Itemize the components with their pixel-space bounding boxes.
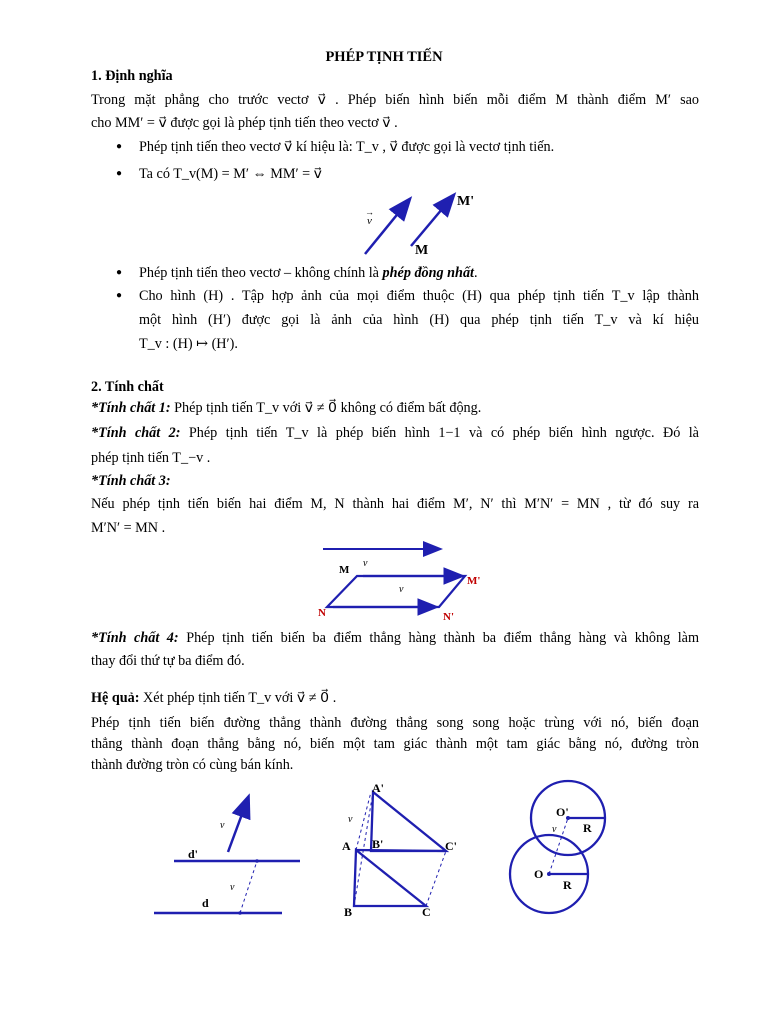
fig3-d-label: d: [202, 896, 209, 910]
fig5-oprime-label: O': [556, 805, 569, 819]
dashed-connector: [240, 861, 257, 913]
property-3-heading: *Tính chất 3:: [91, 473, 171, 489]
fig2-m-label: M: [339, 564, 350, 576]
bullet-icon: ●: [116, 267, 123, 278]
point-on-d: [238, 911, 242, 915]
fig2-n-label: N: [318, 607, 326, 619]
triangle-abc: [354, 850, 426, 906]
center-o: [547, 872, 551, 876]
segment-ac-prime: [356, 850, 446, 851]
fig1-mprime-label: M': [457, 194, 475, 209]
property-2-line-2: phép tịnh tiến T_−v .: [91, 450, 211, 466]
bullet-notation: Phép tịnh tiến theo vectơ v⃗ kí hiệu là: T_v , v⃗ được gọi là vectơ tịnh tiến.: [139, 139, 555, 155]
corollary-line-3: thành đường tròn có cùng bán kính.: [91, 757, 294, 773]
fig5-r-top-label: R: [583, 821, 592, 835]
figure-triangles: [336, 780, 466, 920]
bullet-icon: ●: [116, 290, 123, 301]
figure-circles: [500, 770, 620, 925]
fig1-v-overarrow: →: [365, 207, 374, 217]
property-2-line-1: *Tính chất 2: Phép tịnh tiến T_v là phép biến hình 1−1 và có phép biến hình ngược. Đó là: [91, 425, 699, 441]
property-4-line-1: *Tính chất 4: Phép tịnh tiến biến ba điểm thẳng hàng thành ba điểm thẳng hàng và không làm: [91, 630, 700, 646]
fig5-o-label: O: [534, 867, 544, 881]
fig1-m-label: M: [415, 243, 429, 258]
fig4-cprime-label: C': [445, 839, 457, 853]
figure-parallelogram: [315, 540, 490, 625]
fig3-dprime-label: d': [188, 847, 199, 861]
fig2-nprime-label: N': [443, 611, 454, 623]
fig4-b-label: B: [344, 905, 353, 919]
image-of-figure-line-3: T_v : (H) ↦ (H′).: [139, 336, 238, 352]
dashed-connector: [356, 792, 371, 850]
vector-mm-arrow: [411, 196, 453, 246]
point-on-d-prime: [255, 859, 259, 863]
page-title: PHÉP TỊNH TIẾN: [325, 49, 443, 65]
property-4-line-2: thay đổi thứ tự ba điểm đó.: [91, 653, 245, 669]
fig2-v-mid-label: v: [399, 584, 404, 595]
bullet-icon: ●: [116, 168, 123, 179]
property-1: *Tính chất 1: Phép tịnh tiến T_v với v⃗ ≠ 0⃗ không có điểm bất động.: [91, 400, 482, 416]
fig2-mprime-label: M': [467, 575, 481, 587]
fig4-v-label: v: [348, 814, 353, 825]
corollary-line-1: Phép tịnh tiến biến đường thẳng thành đường thẳng song song hoặc trùng với nó, biến đoạn: [91, 715, 699, 731]
figure-vector-translation: [355, 188, 495, 260]
bullet-identity: Phép tịnh tiến theo vectơ – không chính là phép đồng nhất.: [139, 265, 478, 281]
property-3-line-2: M′N′ = MN .: [91, 520, 166, 536]
definition-line-2: cho MM′ = v⃗ được gọi là phép tịnh tiến theo vectơ v⃗ .: [91, 115, 398, 131]
fig1-v-label: v: [367, 215, 372, 227]
section2-heading: 2. Tính chất: [91, 379, 164, 395]
fig4-aprime-label: A': [372, 781, 384, 795]
dashed-connector: [426, 851, 446, 906]
image-of-figure-line-1: Cho hình (H) . Tập hợp ảnh của mọi điểm thuộc (H) qua phép tịnh tiến T_v lập thành: [139, 288, 699, 304]
figure-parallel-lines: [150, 790, 300, 920]
parallelogram-shape: [327, 576, 465, 607]
bullet-equivalence: Ta có T_v(M) = M′ ⇔ MM′ = v⃗: [139, 166, 323, 182]
fig4-bprime-label: B': [372, 837, 384, 851]
fig3-v-bot-label: v: [230, 882, 235, 893]
fig3-v-top-label: v: [220, 820, 225, 831]
corollary-heading: Hệ quả: Xét phép tịnh tiến T_v với v⃗ ≠ 0⃗ .: [91, 690, 337, 706]
fig5-r-bot-label: R: [563, 878, 572, 892]
fig5-v-label: v: [552, 824, 557, 835]
fig4-a-label: A: [342, 839, 351, 853]
vector-v-arrow: [228, 798, 248, 852]
property-3-line-1: Nếu phép tịnh tiến biến hai điểm M, N thành hai điểm M′, N′ thì M′N′ = MN , từ đó suy ra: [91, 496, 699, 512]
corollary-line-2: thẳng thành đoạn thẳng bằng nó, biến một tam giác thành một tam giác bằng nó, đường tròn: [91, 736, 699, 752]
section1-heading: 1. Định nghĩa: [91, 68, 173, 84]
bullet-icon: ●: [116, 141, 123, 152]
fig2-v-top-label: v: [363, 558, 368, 569]
image-of-figure-line-2: một hình (H′) được gọi là ảnh của hình (H) qua phép tịnh tiến T_v và kí hiệu: [139, 312, 699, 328]
definition-line-1: Trong mặt phẳng cho trước vectơ v⃗ . Phép biến hình biến mỗi điểm M thành điểm M′ sao: [91, 92, 699, 108]
fig4-c-label: C: [422, 905, 431, 919]
